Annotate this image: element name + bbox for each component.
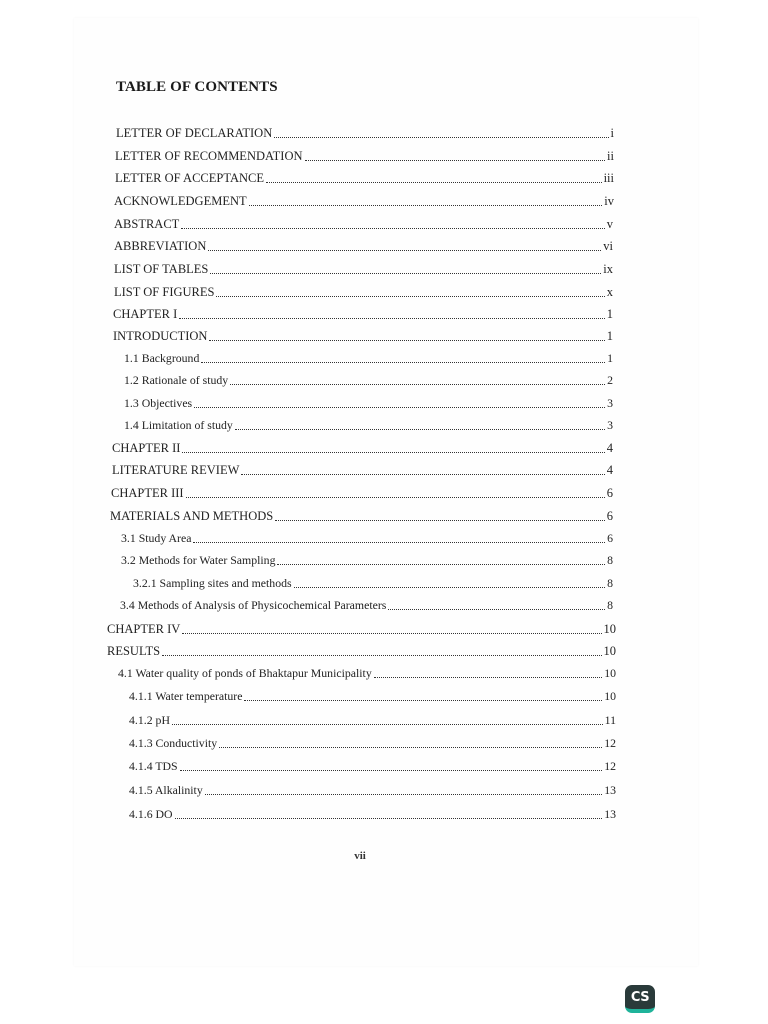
toc-entry-label: 4.1.5 Alkalinity — [129, 783, 203, 797]
toc-entry — [118, 665, 616, 681]
toc-dot-leader — [241, 473, 604, 475]
toc-dot-leader — [275, 519, 605, 521]
toc-entry-label: RESULTS — [107, 644, 161, 658]
toc-entry-page-number: 8 — [607, 576, 613, 590]
toc-dot-leader — [194, 406, 605, 408]
toc-entry-page-number: 12 — [604, 736, 616, 750]
toc-entry-page-number: x — [606, 285, 613, 299]
toc-entry-label: 1.1 Background — [124, 351, 200, 365]
toc-entry-page-number: 4 — [606, 441, 613, 455]
toc-dot-leader — [201, 361, 605, 363]
toc-entry-label: 4.1.3 Conductivity — [129, 736, 218, 750]
toc-entry-page-number: ix — [603, 262, 613, 276]
toc-entry — [124, 417, 613, 433]
toc-entry-label: LETTER OF DECLARATION — [116, 126, 273, 140]
toc-entry-label: 4.1.1 Water temperature — [129, 689, 243, 703]
toc-entry-page-number: iii — [603, 171, 614, 185]
toc-entry — [116, 125, 614, 141]
toc-entry-label: CHAPTER II — [112, 441, 181, 455]
toc-entry-label: ACKNOWLEDGEMENT — [114, 194, 247, 208]
toc-dot-leader — [182, 632, 601, 634]
toc-entry-page-number: 6 — [607, 531, 613, 545]
toc-entry — [113, 306, 613, 322]
toc-entry-page-number: 8 — [607, 598, 613, 612]
toc-entry-label: LETTER OF ACCEPTANCE — [115, 171, 265, 185]
toc-entry-label: 4.1.6 DO — [129, 807, 173, 821]
toc-entry-page-number: iv — [604, 194, 614, 208]
toc-entry — [129, 806, 616, 822]
toc-entry — [114, 261, 613, 277]
toc-dot-leader — [374, 676, 602, 678]
toc-dot-leader — [162, 654, 601, 656]
toc-entry-page-number: 6 — [606, 486, 613, 500]
toc-entry — [112, 440, 613, 456]
toc-entry-label: 3.2.1 Sampling sites and methods — [133, 576, 292, 590]
toc-entry-page-number: 8 — [607, 553, 613, 567]
toc-dot-leader — [209, 339, 604, 341]
toc-entry — [115, 148, 614, 164]
toc-entry — [115, 170, 614, 186]
toc-entry-label: LIST OF FIGURES — [114, 285, 215, 299]
toc-entry-page-number: 10 — [603, 622, 616, 636]
toc-dot-leader — [179, 317, 605, 319]
toc-entry-page-number: v — [606, 217, 613, 231]
toc-entry-label: INTRODUCTION — [113, 329, 208, 343]
toc-entry — [120, 597, 613, 613]
toc-entry-page-number: 1 — [606, 307, 613, 321]
toc-entry-label: 4.1.2 pH — [129, 713, 170, 727]
toc-dot-leader — [180, 769, 603, 771]
toc-dot-leader — [235, 428, 605, 430]
toc-entry-label: 1.3 Objectives — [124, 396, 193, 410]
toc-dot-leader — [388, 608, 605, 610]
toc-entry-label: CHAPTER III — [111, 486, 184, 500]
toc-entry-label: 1.4 Limitation of study — [124, 418, 233, 432]
toc-entry-page-number: 3 — [607, 396, 613, 410]
toc-dot-leader — [305, 159, 606, 161]
toc-dot-leader — [181, 227, 604, 229]
toc-entry — [107, 643, 616, 659]
toc-entry-label: LITERATURE REVIEW — [112, 463, 240, 477]
toc-entry — [114, 284, 613, 300]
toc-dot-leader — [193, 541, 605, 543]
toc-dot-leader — [244, 699, 602, 701]
toc-dot-leader — [249, 204, 603, 206]
toc-dot-leader — [186, 496, 605, 498]
toc-entry-page-number: vi — [603, 239, 613, 253]
toc-entry-page-number: 10 — [603, 644, 616, 658]
toc-dot-leader — [277, 563, 605, 565]
toc-entry-label: 3.1 Study Area — [121, 531, 192, 545]
toc-entry — [112, 462, 613, 478]
toc-entry-label: 3.2 Methods for Water Sampling — [121, 553, 276, 567]
toc-entry — [129, 735, 616, 751]
toc-entry-page-number: 1 — [607, 351, 613, 365]
toc-entry — [124, 372, 613, 388]
toc-entry-page-number: ii — [607, 149, 614, 163]
toc-dot-leader — [175, 817, 603, 819]
toc-dot-leader — [216, 295, 604, 297]
toc-entry — [113, 328, 613, 344]
toc-entry — [111, 485, 613, 501]
toc-entry — [114, 216, 613, 232]
toc-entry-page-number: 3 — [607, 418, 613, 432]
toc-entry — [121, 530, 613, 546]
toc-dot-leader — [182, 451, 604, 453]
toc-entry-page-number: 10 — [604, 689, 616, 703]
toc-entry — [129, 758, 616, 774]
toc-entry-label: 4.1 Water quality of ponds of Bhaktapur Municipality — [118, 666, 372, 680]
toc-entry-page-number: 10 — [604, 666, 616, 680]
toc-dot-leader — [274, 136, 608, 138]
toc-dot-leader — [294, 586, 605, 588]
toc-entry-page-number: 1 — [606, 329, 613, 343]
toc-entry-page-number: 13 — [604, 783, 616, 797]
toc-entry-page-number: 2 — [607, 373, 613, 387]
toc-entry-page-number: 12 — [604, 759, 616, 773]
toc-dot-leader — [266, 181, 602, 183]
toc-entry — [124, 395, 613, 411]
toc-entry — [124, 350, 613, 366]
toc-entry-label: LIST OF TABLES — [114, 262, 209, 276]
toc-entry-label: ABBREVIATION — [114, 239, 207, 253]
toc-entry — [121, 552, 613, 568]
toc-entry — [129, 782, 616, 798]
toc-entry — [107, 621, 616, 637]
toc-entry — [129, 712, 616, 728]
toc-entry-label: ABSTRACT — [114, 217, 180, 231]
toc-entry-page-number: 13 — [604, 807, 616, 821]
toc-dot-leader — [219, 746, 602, 748]
toc-entry-page-number: 4 — [606, 463, 613, 477]
toc-entry-page-number: 11 — [604, 713, 616, 727]
toc-dot-leader — [205, 793, 602, 795]
toc-dot-leader — [208, 249, 601, 251]
toc-dot-leader — [210, 272, 601, 274]
page-title: TABLE OF CONTENTS — [116, 79, 278, 95]
toc-entry — [133, 575, 613, 591]
toc-entry — [129, 688, 616, 704]
toc-entry-label: LETTER OF RECOMMENDATION — [115, 149, 303, 163]
camscanner-logo-icon: CS — [625, 985, 655, 1013]
toc-entry-label: MATERIALS AND METHODS — [110, 509, 274, 523]
page-number: vii — [354, 850, 366, 862]
toc-entry-label: CHAPTER I — [113, 307, 178, 321]
toc-entry — [114, 193, 614, 209]
toc-entry — [114, 238, 613, 254]
toc-entry-label: 4.1.4 TDS — [129, 759, 178, 773]
toc-entry-label: CHAPTER IV — [107, 622, 181, 636]
toc-entry — [110, 508, 613, 524]
toc-entry-label: 3.4 Methods of Analysis of Physicochemical Parameters — [120, 598, 387, 612]
toc-dot-leader — [230, 383, 605, 385]
toc-entry-page-number: 6 — [606, 509, 613, 523]
toc-entry-page-number: i — [610, 126, 614, 140]
toc-dot-leader — [172, 723, 603, 725]
toc-entry-label: 1.2 Rationale of study — [124, 373, 229, 387]
